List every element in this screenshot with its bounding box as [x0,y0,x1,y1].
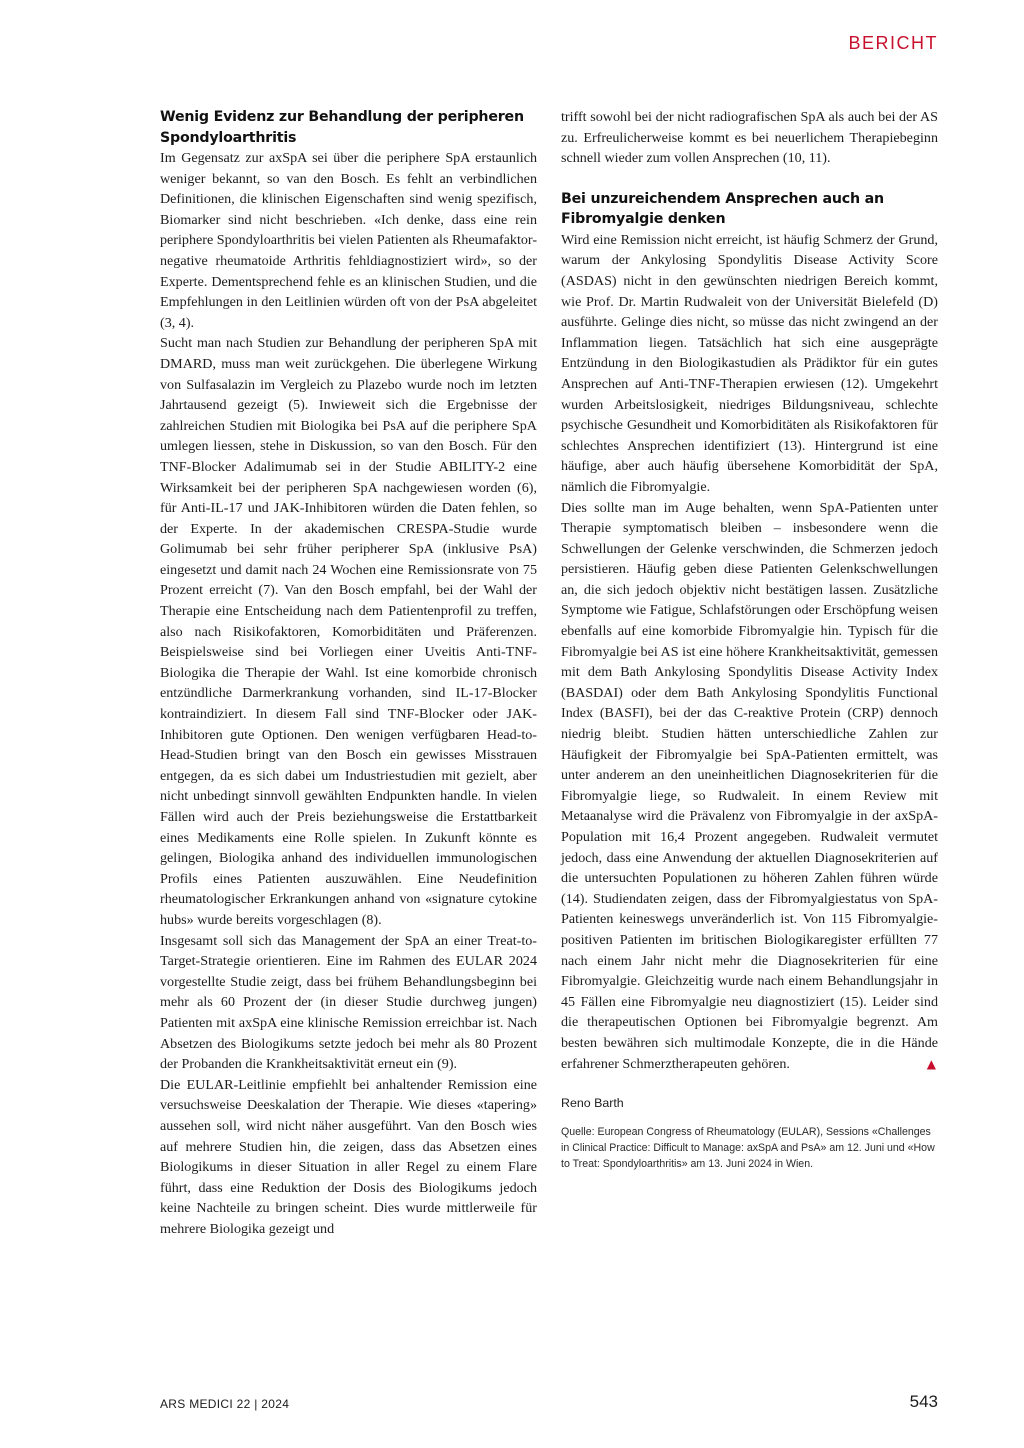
right-column [561,107,938,1172]
section-heading-peripheral-spa: Wenig Evidenz zur Behandlung der peripheren Spondyloarthritis [160,109,524,146]
body-paragraph-continued: trifft sowohl bei der nicht radiografischen SpA als auch bei der AS zu. Erfreulicherweise kommt es bei neuerlichem Therapiebeginn schnell wieder zum vollen Ansprechen (10, 11). [561,109,938,167]
left-column [160,107,537,1239]
body-paragraph-text: Dies sollte man im Auge behalten, wenn SpA-Patienten unter Therapie symptomatisch bleiben – insbesondere wenn die Schwellungen der Gelenke verschwinden, die Schmerzen jedoch persistieren. Häufig geben diese Patienten Gelenkschwellungen an, die sich jedoch objektiv nicht bestätigen lassen. Zusätzliche Symptome wie Fatigue, Schlafstörungen oder Erschöpfung weisen ebenfalls auf eine komorbide Fibromyalgie hin. Typisch für die Fibromyalgie bei AS ist eine höhere Krankheitsaktivität, gemessen mit dem Bath Ankylosing Spondylitis Disease Activity Index (BASDAI) oder dem Bath Ankylosing Spondylitis Functional Index (BASFI), bei der das C-reaktive Protein (CRP) dennoch niedrig bleibt. Studien hätten unterschiedliche Zahlen zur Häufigkeit der Fibromyalgie bei SpA-Patienten ermittelt, was unter anderem an den uneinheitlichen Diagnosekriterien für die Fibromyalgie liege, so Rudwaleit. In einem Review mit Metaanalyse wird die Prävalenz von Fibromyalgie in der axSpA-Population mit 16,4 Prozent angegeben. Rudwaleit vermutet jedoch, dass eine Anwendung der aktuellen Diagnosekriterien auf die untersuchten Populationen zu höheren Zahlen führen würde (14). Studiendaten zeigen, dass der Fibromyalgiestatus von SpA-Patienten keineswegs unveränderlich ist. Von 115 Fibromyalgie-positiven Patienten im britischen Biologikaregister erfüllten 77 nach einem Jahr nicht mehr die Diagnosekriterien für eine Fibromyalgie. Gleichzeitig wurde nach einem Behandlungsjahr in 45 Fällen eine Fibromyalgie neu diagnostiziert (15). Leider sind die therapeutischen Optionen bei Fibromyalgie begrenzt. Am besten bewähren sich multimodale Konzepte, die in die Hände erfahrener Schmerztherapeuten gehören. [561,499,938,1072]
journal-footer: ARS MEDICI 22 | 2024 [160,1397,290,1411]
page-number: 543 [909,1392,938,1411]
section-heading-fibromyalgia: Bei unzureichendem Ansprechen auch an Fibromyalgie denken [561,190,884,228]
body-paragraph: Insgesamt soll sich das Management der SpA an einer Treat-to-Target-Strategie orientieren. Eine im Rahmen des EULAR 2024 vorgestellte Studie zeigt, dass bei frühem Behandlungsbeginn bei mehr als 60 Prozent der (in dieser Studie durchweg jungen) Patienten mit axSpA eine klinische Remission erreichbar ist. Nach Absetzen des Biologikums setzte jedoch bei mehr als 80 Prozent der Probanden die Krankheitsaktivität erneut ein (9). [160,932,537,1073]
author-name: Reno Barth [561,1096,624,1111]
body-paragraph: Wird eine Remission nicht erreicht, ist häufig Schmerz der Grund, warum der Ankylosing Spondylitis Disease Activity Score (ASDAS) nicht in den gewünschten niedrigen Bereich kommt, wie Prof. Dr. Martin Rudwaleit von der Universität Bielefeld (D) ausführte. Gelinge dies nicht, so müsse das nicht zwingend an der Inflammation liegen. Tatsächlich hat sich eine ausgeprägte Entzündung in den Biologikastudien als Prädiktor für ein gutes Ansprechen auf Anti-TNF-Therapien erwiesen (12). Umgekehrt wurden Arbeitslosigkeit, niedriges Bildungsniveau, schlechte psychische Gesundheit und Komorbiditäten als Risikofaktoren für schlechtes Ansprechen identifiziert (13). Hintergrund ist eine häufige, aber auch häufig übersehene Komorbidität der SpA, nämlich die Fibromyalgie. [561,231,938,495]
body-paragraph-last [561,498,938,1075]
body-paragraph: Sucht man nach Studien zur Behandlung der peripheren SpA mit DMARD, muss man weit zurückgehen. Die überlegene Wirkung von Sulfasalazin im Vergleich zu Plazebo wurde noch im letzten Jahrtausend gezeigt (5). Inwieweit sich die Ergebnisse der zahlreichen Studien mit Biologika bei PsA auf die periphere SpA umlegen liessen, stehe in Diskussion, so van den Bosch. Für den TNF-Blocker Adalimumab sei in der Studie ABILITY-2 eine Wirksamkeit bei der peripheren SpA nachgewiesen worden (6), für Anti-IL-17 und JAK-Inhibitoren würden die Daten fehlen, so der Experte. In der akademischen CRESPA-Studie wurde Golimumab bei sehr früher peripherer SpA (inklusive PsA) eingesetzt und damit nach 24 Wochen eine Remissionsrate von 75 Prozent erreicht (7). Van den Bosch empfahl, bei der Wahl der Therapie eine Entscheidung nach dem Patientenprofil zu treffen, also nach Risikofaktoren, Komorbiditäten und Präferenzen. Beispielsweise sind bei Vorliegen einer Uveitis Anti-TNF-Biologika die Therapie der Wahl. Ist eine komorbide chronisch entzündliche Darmerkrankung vorhanden, sind IL-17-Blocker kontraindiziert. In diesem Fall sind TNF-Blocker oder JAK-Inhibitoren gute Optionen. Den wenigen verfügbaren Head-to-Head-Studien bringt van den Bosch ein gewisses Misstrauen entgegen, da es sich dabei um Industriestudien mit gezielt, aber nicht unbedingt sinnvoll gewählten Endpunkten handle. In vielen Fällen wird auch der Preis beziehungsweise die Erstattbarkeit eines Medikaments eine Rolle spielen. In Zukunft könnte es gelingen, Biologika anhand des individuellen immunologischen Profils eines Patienten auszuwählen. Eine Neudefinition rheumatologischer Erkrankungen anhand von «signature cytokine hubs» wurde bereits vorgeschlagen (8). [160,335,537,928]
body-paragraph: Die EULAR-Leitlinie empfiehlt bei anhaltender Remission eine versuchsweise Deeskalation der Therapie. Wie dieses «tapering» aussehen soll, wird nicht näher ausgeführt. Van den Bosch wies auf mehrere Studien hin, die zeigen, dass das Absetzen eines Biologikums in dieser Situation in aller Regel zu einem Flare führt, dass eine Reduktion der Dosis des Biologikums jedoch keine Nachteile zu bringen scheint. Dies wurde mittlerweile für mehrere Biologika gezeigt und [160,1076,537,1237]
body-paragraph: Im Gegensatz zur axSpA sei über die periphere SpA erstaunlich weniger bekannt, so van den Bosch. Es fehlt an verbindlichen Definitionen, die klinischen Eigenschaften sind wenig spezifisch, Biomarker sind nicht beschrieben. «Ich denke, dass eine rein periphere Spondyloarthritis bei vielen Patienten als Rheumafaktor-negative rheumatoide Arthritis fehldiagnostiziert wird», so der Experte. Dementsprechend fehle es an klinischen Studien, und die Empfehlungen in den Leitlinien würden oft von der PsA abgeleitet (3, 4). [160,150,538,331]
source-note: Quelle: European Congress of Rheumatology (EULAR), Sessions «Challenges in Clinical Practice: Difficult to Manage: axSpA and PsA» am 12. Juni und «How to Treat: Spondyloarthritis» am 13. Juni 2024 in Wien. [561,1126,935,1171]
end-of-article-triangle-icon: ▲ [926,1056,936,1071]
section-label: BERICHT [848,33,938,53]
